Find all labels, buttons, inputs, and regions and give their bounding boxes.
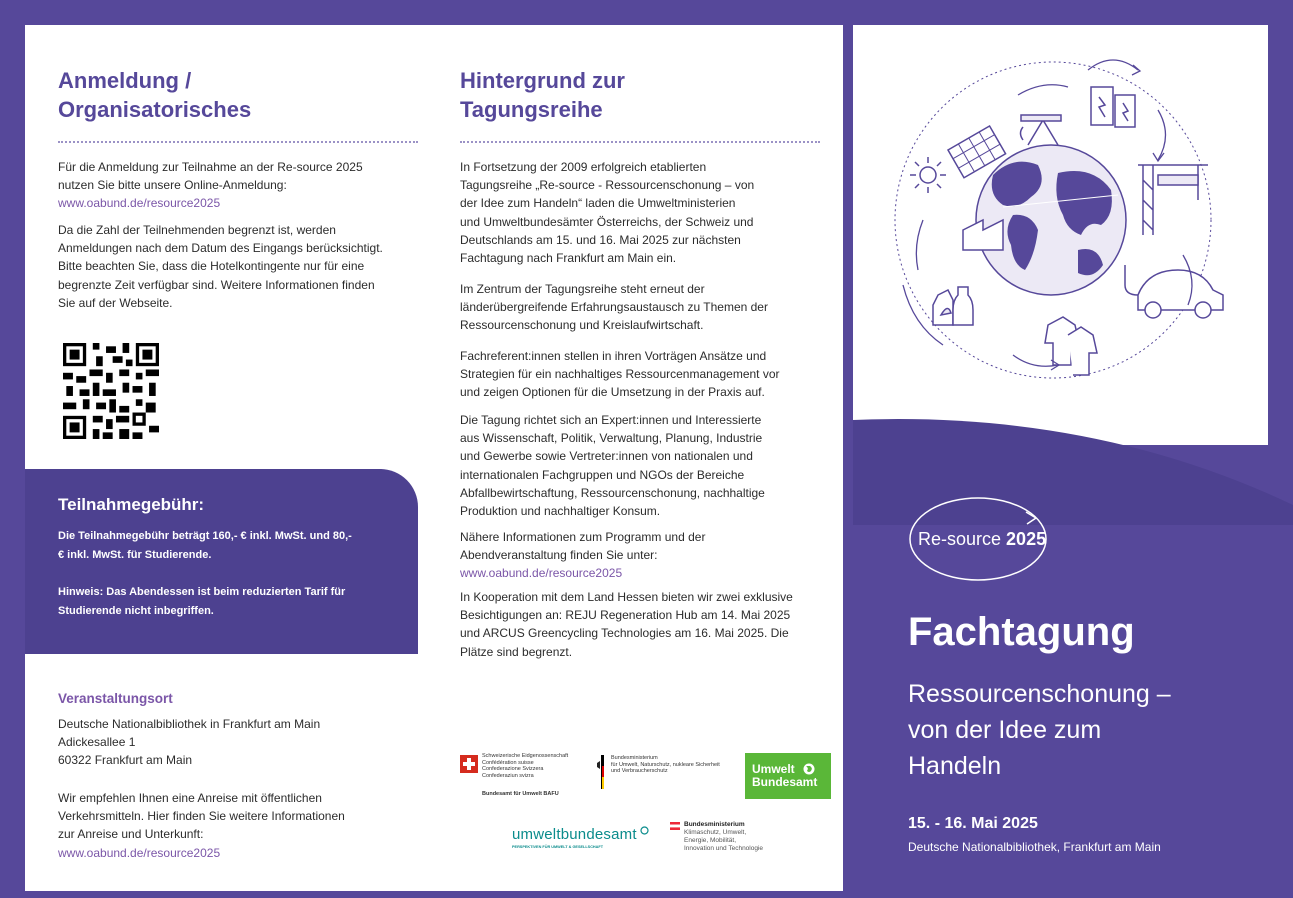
registration-heading-line1: Anmeldung / (58, 68, 192, 93)
car-icon (1125, 265, 1223, 318)
sun-icon (910, 157, 946, 193)
swiss-cross-icon (460, 755, 478, 773)
divider (58, 141, 418, 143)
background-paragraph-2: Im Zentrum der Tagungsreihe steht erneut der länderübergreifende Erfahrungsaustausch zu Themen der Ressourcenschonung und Kreislaufwirtschaft. (460, 282, 768, 333)
uba-at-logo: umweltbundesamt PERSPEKTIVEN FÜR UMWELT & GESELLSCHAFT (512, 826, 672, 856)
cover-location: Deutsche Nationalbibliothek, Frankfurt am Main (908, 840, 1161, 854)
registration-heading-line2: Organisatorisches (58, 97, 252, 122)
bmk-logo: Bundesministerium Klimaschutz, Umwelt, Energie, Mobilität, Innovation und Technologie (670, 821, 790, 861)
factory-icon (963, 220, 1003, 250)
bottles-icon (933, 287, 973, 325)
resource-logo-text: Re-source 2025 (918, 529, 1047, 549)
background-paragraph-4: Die Tagung richtet sich an Expert:innen und Interessierte aus Wissenschaft, Politik, Verwaltung, Planung, Industrie und Gewerbe sowie Vertreter:innen von nationalen und internationalen Fachgruppen und NGOs der Bereiche Abfallbewirtschaftung, Ressourcenschonung, nachhaltige Produktion und nachhaltiger Konsum. (460, 413, 765, 519)
limit-paragraph: Da die Zahl der Teilnehmenden begrenzt ist, werden Anmeldungen nach dem Datum des Eingangs berücksichtigt. Bitte beachten Sie, dass die Hotelkontingente nur für eine begrenzte Zeit verfügbar sind. Weitere Informationen finden Sie auf der Webseite. (58, 223, 383, 310)
circular-economy-globe-icon (853, 25, 1268, 445)
background-paragraph-6: In Kooperation mit dem Land Hessen bieten wir zwei exklusive Besichtigungen an: REJU Regeneration Hub am 14. Mai 2025 und ARCUS Greencycling Technologies am 16. Mai 2025. Die Plätze sind begrenzt. (460, 590, 793, 659)
german-eagle-icon (597, 755, 607, 789)
background-paragraph-1: In Fortsetzung der 2009 erfolgreich etablierten Tagungsreihe „Re-source - Ressourcenschonung – von der Idee zum Handeln“ laden die Umweltministerien und Umweltbundesämter Österreichs, der Schweiz und Deutschlands am 15. und 16. Mai 2025 zur nächsten Fachtagung nach Frankfurt am Main ein. (460, 160, 755, 266)
registration-paragraph: Für die Anmeldung zur Teilnahme an der Re-source 2025 nutzen Sie bitte unsere Online-Anmeldung: www.oabund.de/resource2025 (58, 160, 363, 211)
fee-title: Teilnahmegebühr: (58, 495, 205, 514)
austrian-flag-icon (670, 822, 680, 830)
crane-icon (1138, 165, 1208, 235)
background-paragraph-3: Fachreferent:innen stellen in ihren Vorträgen Ansätze und Strategien für ein nachhaltiges Ressourcenmanagement vor und zeigen Optionen für die Umsetzung in der Praxis auf. (460, 349, 780, 400)
venue-address: Deutsche Nationalbibliothek in Frankfurt am Main Adickesallee 1 60322 Frankfurt am Main (58, 717, 321, 768)
program-link[interactable]: www.oabund.de/resource2025 (460, 566, 623, 581)
umweltbundesamt-at-mark-icon (640, 826, 649, 835)
batteries-icon (1091, 87, 1135, 127)
bmu-logo: Bundesministerium für Umwelt, Naturschutz, nukleare Sicherheit und Verbraucherschutz (597, 755, 737, 795)
registration-link[interactable]: www.oabund.de/resource2025 (58, 196, 221, 211)
fee-note: Hinweis: Das Abendessen ist beim reduzierten Tarif für Studierende nicht inbegriffen. (58, 586, 346, 617)
registration-heading (58, 66, 251, 124)
cover-subtitle: Ressourcenschonung – von der Idee zum Handeln (908, 680, 1171, 780)
background-heading: Hintergrund zur Tagungsreihe (460, 68, 625, 122)
travel-paragraph: Wir empfehlen Ihnen eine Anreise mit öffentlichen Verkehrsmitteln. Hier finden Sie weitere Informationen zur Anreise und Unterkunft: www.oabund.de/resource2025 (58, 791, 345, 860)
divider (460, 141, 820, 143)
travel-link[interactable]: www.oabund.de/resource2025 (58, 845, 221, 860)
cover-date: 15. - 16. Mai 2025 (908, 815, 1038, 832)
qr-code-icon[interactable] (63, 343, 159, 439)
uba-de-logo: Umwelt Bundesamt (745, 753, 831, 799)
background-paragraph-5: Nähere Informationen zum Programm und der Abendveranstaltung finden Sie unter: www.oabund.de/resource2025 (460, 530, 706, 581)
globe-icon (803, 763, 815, 775)
cover-illustration-panel (853, 25, 1268, 445)
oil-pump-icon (1021, 115, 1062, 145)
cover-title: Fachtagung (908, 610, 1135, 654)
swiss-logo: Schweizerische Eidgenossenschaft Confédération suisse Confederazione Svizzera Confederaziun svizra Bundesamt für Umwelt BAFU (460, 753, 600, 803)
fee-text: Die Teilnahmegebühr beträgt 160,- € inkl. MwSt. und 80,- € inkl. MwSt. für Studierende. (58, 530, 352, 561)
brochure-inner-panel (25, 25, 843, 891)
fee-box (25, 469, 418, 654)
venue-heading: Veranstaltungsort (58, 691, 173, 706)
